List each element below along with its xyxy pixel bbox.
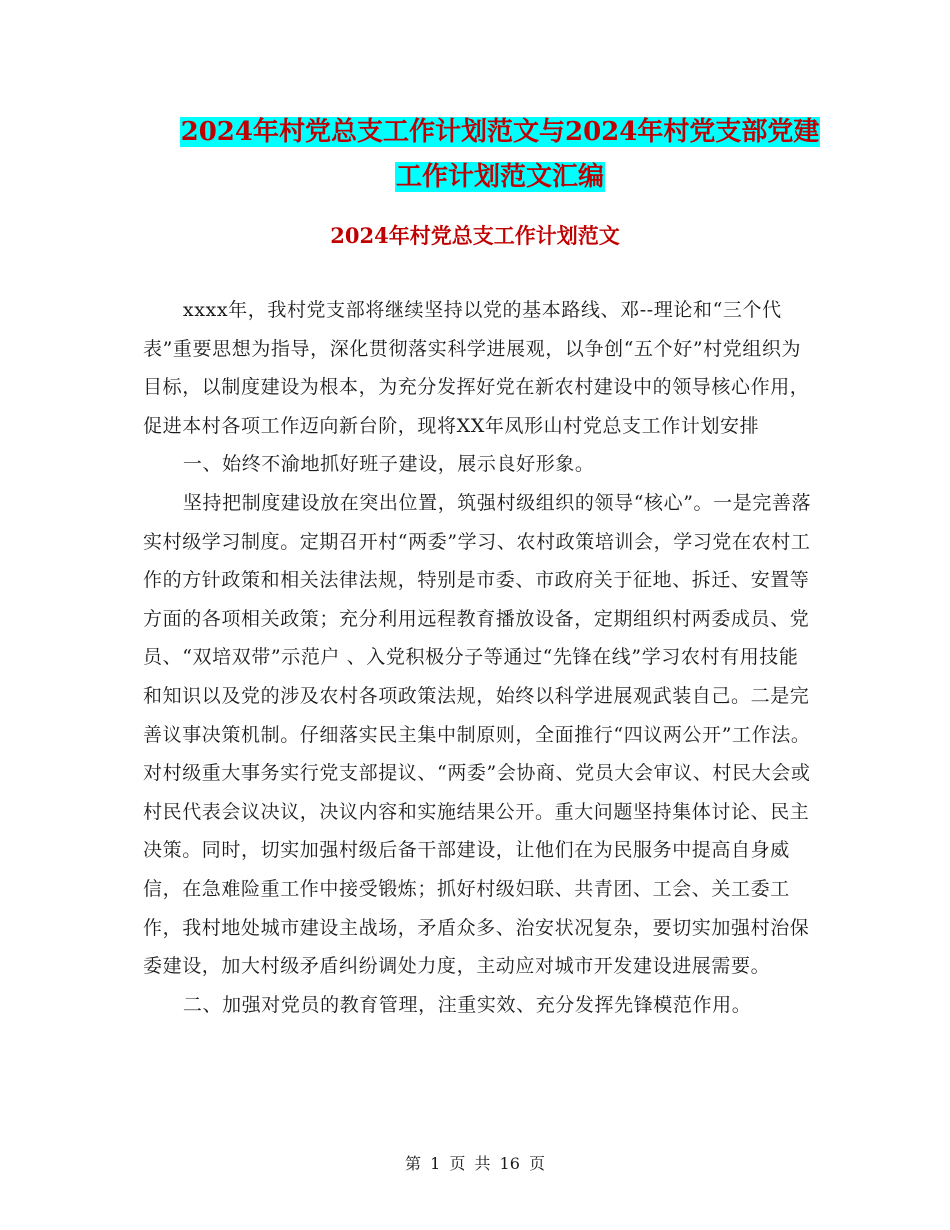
- page-footer: 第 1 页 共 16 页: [405, 1154, 545, 1173]
- paragraph-heading-1: 一、始终不渝地抓好班子建设，展示良好形象。: [182, 453, 595, 476]
- paragraph-intro: xxxx年，我村党支部将继续坚持以党的基本路线、邓--理论和“三个代表”重要思想为指导，深化贯彻落实科学进展观，以争创“五个好”村党组织为目标，以制度建设为根本，为充分发挥好党在新农村建设中的领导核心作用，促进本村各项工作迈向新台阶，现将XX年凤形山村党总支工作计划安排: [143, 299, 810, 437]
- document-title-line-1: 2024年村党总支工作计划范文与2024年村党支部党建: [180, 117, 820, 147]
- document-title-line-2: 工作计划范文汇编: [395, 162, 604, 192]
- paragraph-heading-2: 二、加强对党员的教育管理，注重实效、充分发挥先锋模范作用。: [182, 993, 752, 1016]
- document-title: [140, 110, 860, 200]
- paragraph-body-1: 坚持把制度建设放在突出位置，筑强村级组织的领导“核心”。一是完善落实村级学习制度。定期召开村“两委”学习、农村政策培训会，学习党在农村工作的方针政策和相关法律法规，特别是市委、市政府关于征地、拆迁、安置等方面的各项相关政策；充分利用远程教育播放设备，定期组织村两委成员、党员、“双培双带”示范户 、入党积极分子等通过“先锋在线”学习农村有用技能和知识以及党的涉及农村各项政策法规，始终以科学进展观武装自己。二是完善议事决策机制。仔细落实民主集中制原则，全面推行“四议两公开”工作法。对村级重大事务实行党支部提议、“两委”会协商、党员大会审议、村民大会或村民代表会议决议，决议内容和实施结果公开。重大问题坚持集体讨论、民主决策。同时，切实加强村级后备干部建设，让他们在为民服务中提高自身威信，在急难险重工作中接受锻炼；抓好村级妇联、共青团、工会、关工委工作，我村地处城市建设主战场，矛盾众多、治安状况复杂，要切实加强村治保委建设，加大村级矛盾纠纷调处力度，主动应对城市开发建设进展需要。: [143, 491, 812, 978]
- document-body: [143, 291, 813, 1024]
- section-title: 2024年村党总支工作计划范文: [330, 223, 620, 248]
